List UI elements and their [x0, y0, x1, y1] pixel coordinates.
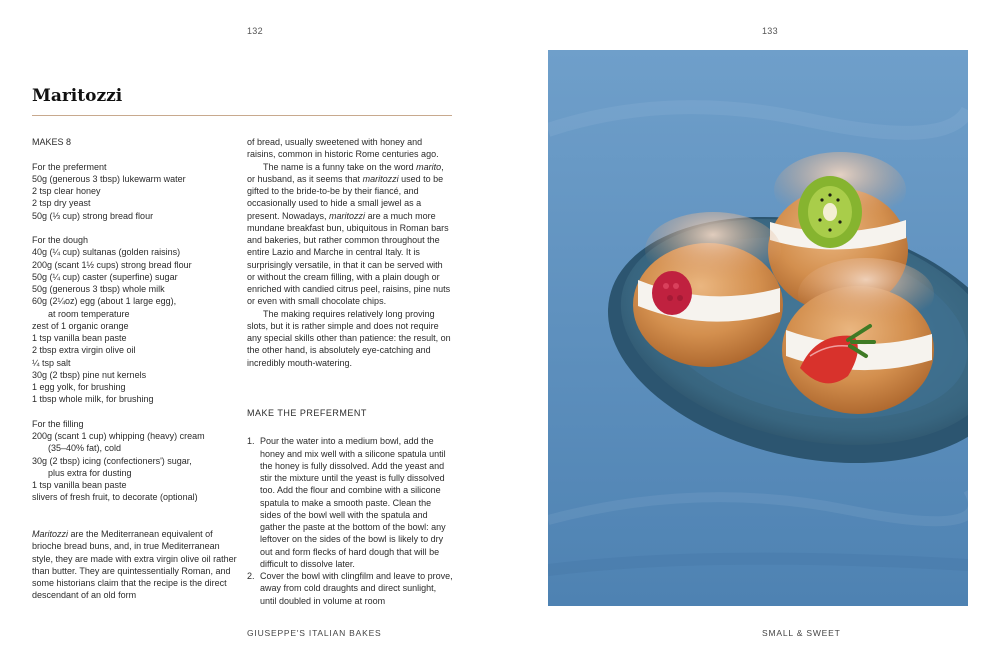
ingredient-item: 50g (generous 3 tbsp) lukewarm water — [32, 173, 186, 184]
intro-name-paragraph: The name is a funny take on the word marito, or husband, as it seems that maritozzi used to be gifted to the bride-to-be by their fiancé, and occasionally used to hide a small jewel as a present. Nowadays, maritozzi are a much more mundane breakfast bun, ubiquitous in Roman bars and bakeries, but rather common throughout the entire Lazio and Marche in central Italy. It is surprisingly versatile, in that it can be served with or without the cream filling, with a plain dough or enriched with candied citrus peel, raisins, pine nuts or even with small chocolate chips. — [247, 161, 451, 307]
ingredient-item: 200g (scant 1½ cups) strong bread flour — [32, 259, 192, 270]
ingredient-item: ¼ tsp salt — [32, 357, 71, 368]
ingredient-item: 200g (scant 1 cup) whipping (heavy) cream — [32, 431, 205, 441]
title-divider — [32, 115, 452, 116]
ingredient-item-continued: (35–40% fat), cold — [48, 443, 122, 454]
ingredient-item-continued: at room temperature — [48, 308, 130, 319]
ingredient-item-continued: plus extra for dusting — [48, 467, 132, 478]
ingredient-item: 2 tbsp extra virgin olive oil — [32, 345, 136, 356]
intro-continued: of bread, usually sweetened with honey and raisins, common in historic Rome centuries ago. — [247, 137, 439, 160]
footer-book-title: GIUSEPPE'S ITALIAN BAKES — [247, 628, 382, 638]
page-number-left: 132 — [247, 26, 263, 36]
filling-heading: For the filling — [32, 418, 84, 429]
ingredient-item: 50g (⅓ cup) strong bread flour — [32, 210, 154, 221]
method-step: 2. Cover the bowl with clingfilm and leave to prove, away from cold draughts and direct sunlight, until doubled in volume at room — [247, 571, 453, 606]
intro-text: are the Mediterranean equivalent of brioche bread buns, and, in true Mediterranean style, they are made with extra virgin olive oil rather than butter. They are quintessentially Roman, and some historians claim that the recipe is the direct descendant of an old form — [32, 529, 237, 601]
ingredient-item: 40g (¼ cup) sultanas (golden raisins) — [32, 247, 181, 258]
ingredient-item: 60g (2¼oz) egg (about 1 large egg), — [32, 296, 177, 307]
ingredient-item: 50g (¼ cup) caster (superfine) sugar — [32, 271, 178, 282]
ingredient-item: 2 tsp clear honey — [32, 186, 101, 196]
ingredient-item: slivers of fresh fruit, to decorate (optional) — [32, 492, 198, 503]
ingredient-item: 2 tsp dry yeast — [32, 198, 91, 209]
recipe-title: Maritozzi — [32, 86, 123, 106]
method-steps — [247, 435, 453, 607]
ingredient-item: 50g (generous 3 tbsp) whole milk — [32, 284, 165, 294]
method-column — [247, 136, 453, 369]
preferment-heading: For the preferment — [32, 161, 107, 172]
ingredient-item: zest of 1 organic orange — [32, 320, 129, 331]
method-heading: MAKE THE PREFERMENT — [247, 408, 367, 418]
ingredient-item: 1 egg yolk, for brushing — [32, 382, 126, 392]
intro-making-paragraph: The making requires relatively long proving slots, but it is rather simple and does not require any special skills other than patience: the result, on the other hand, is absolutely eye-catching and incredibly mouth-watering. — [247, 308, 451, 368]
intro-paragraph-1 — [32, 528, 237, 602]
ingredient-item: 1 tbsp whole milk, for brushing — [32, 394, 154, 405]
method-step: 1. Pour the water into a medium bowl, add the honey and mix well with a silicone spatula until the honey is fully dissolved. Add the yeast and stir the mixture until the yeast is fully dissolved too. Add the flour and combine with a silicone spatula to make a smooth paste. Clean the sides of the bowl well with the spatula and gather the paste at the bottom of the bowl: any leftover on the sides of the bowl is likely to dry out and form flecks of hard dough that will be difficult to dissolve later. — [247, 436, 446, 569]
maritozzi-illustration — [548, 50, 968, 606]
intro-italic-term: Maritozzi — [32, 529, 69, 539]
maritozzi-photo — [548, 50, 968, 606]
footer-chapter-title: SMALL & SWEET — [762, 628, 841, 638]
ingredient-item: 30g (2 tbsp) pine nut kernels — [32, 369, 147, 380]
ingredient-item: 1 tsp vanilla bean paste — [32, 480, 127, 490]
ingredient-item: 30g (2 tbsp) icing (confectioners') sugar, — [32, 455, 192, 466]
dough-heading: For the dough — [32, 235, 89, 245]
method-section — [247, 407, 453, 607]
yield-label: MAKES 8 — [32, 137, 72, 147]
ingredient-item: 1 tsp vanilla bean paste — [32, 333, 127, 343]
ingredients-column — [32, 136, 237, 504]
page-number-right: 133 — [762, 26, 778, 36]
